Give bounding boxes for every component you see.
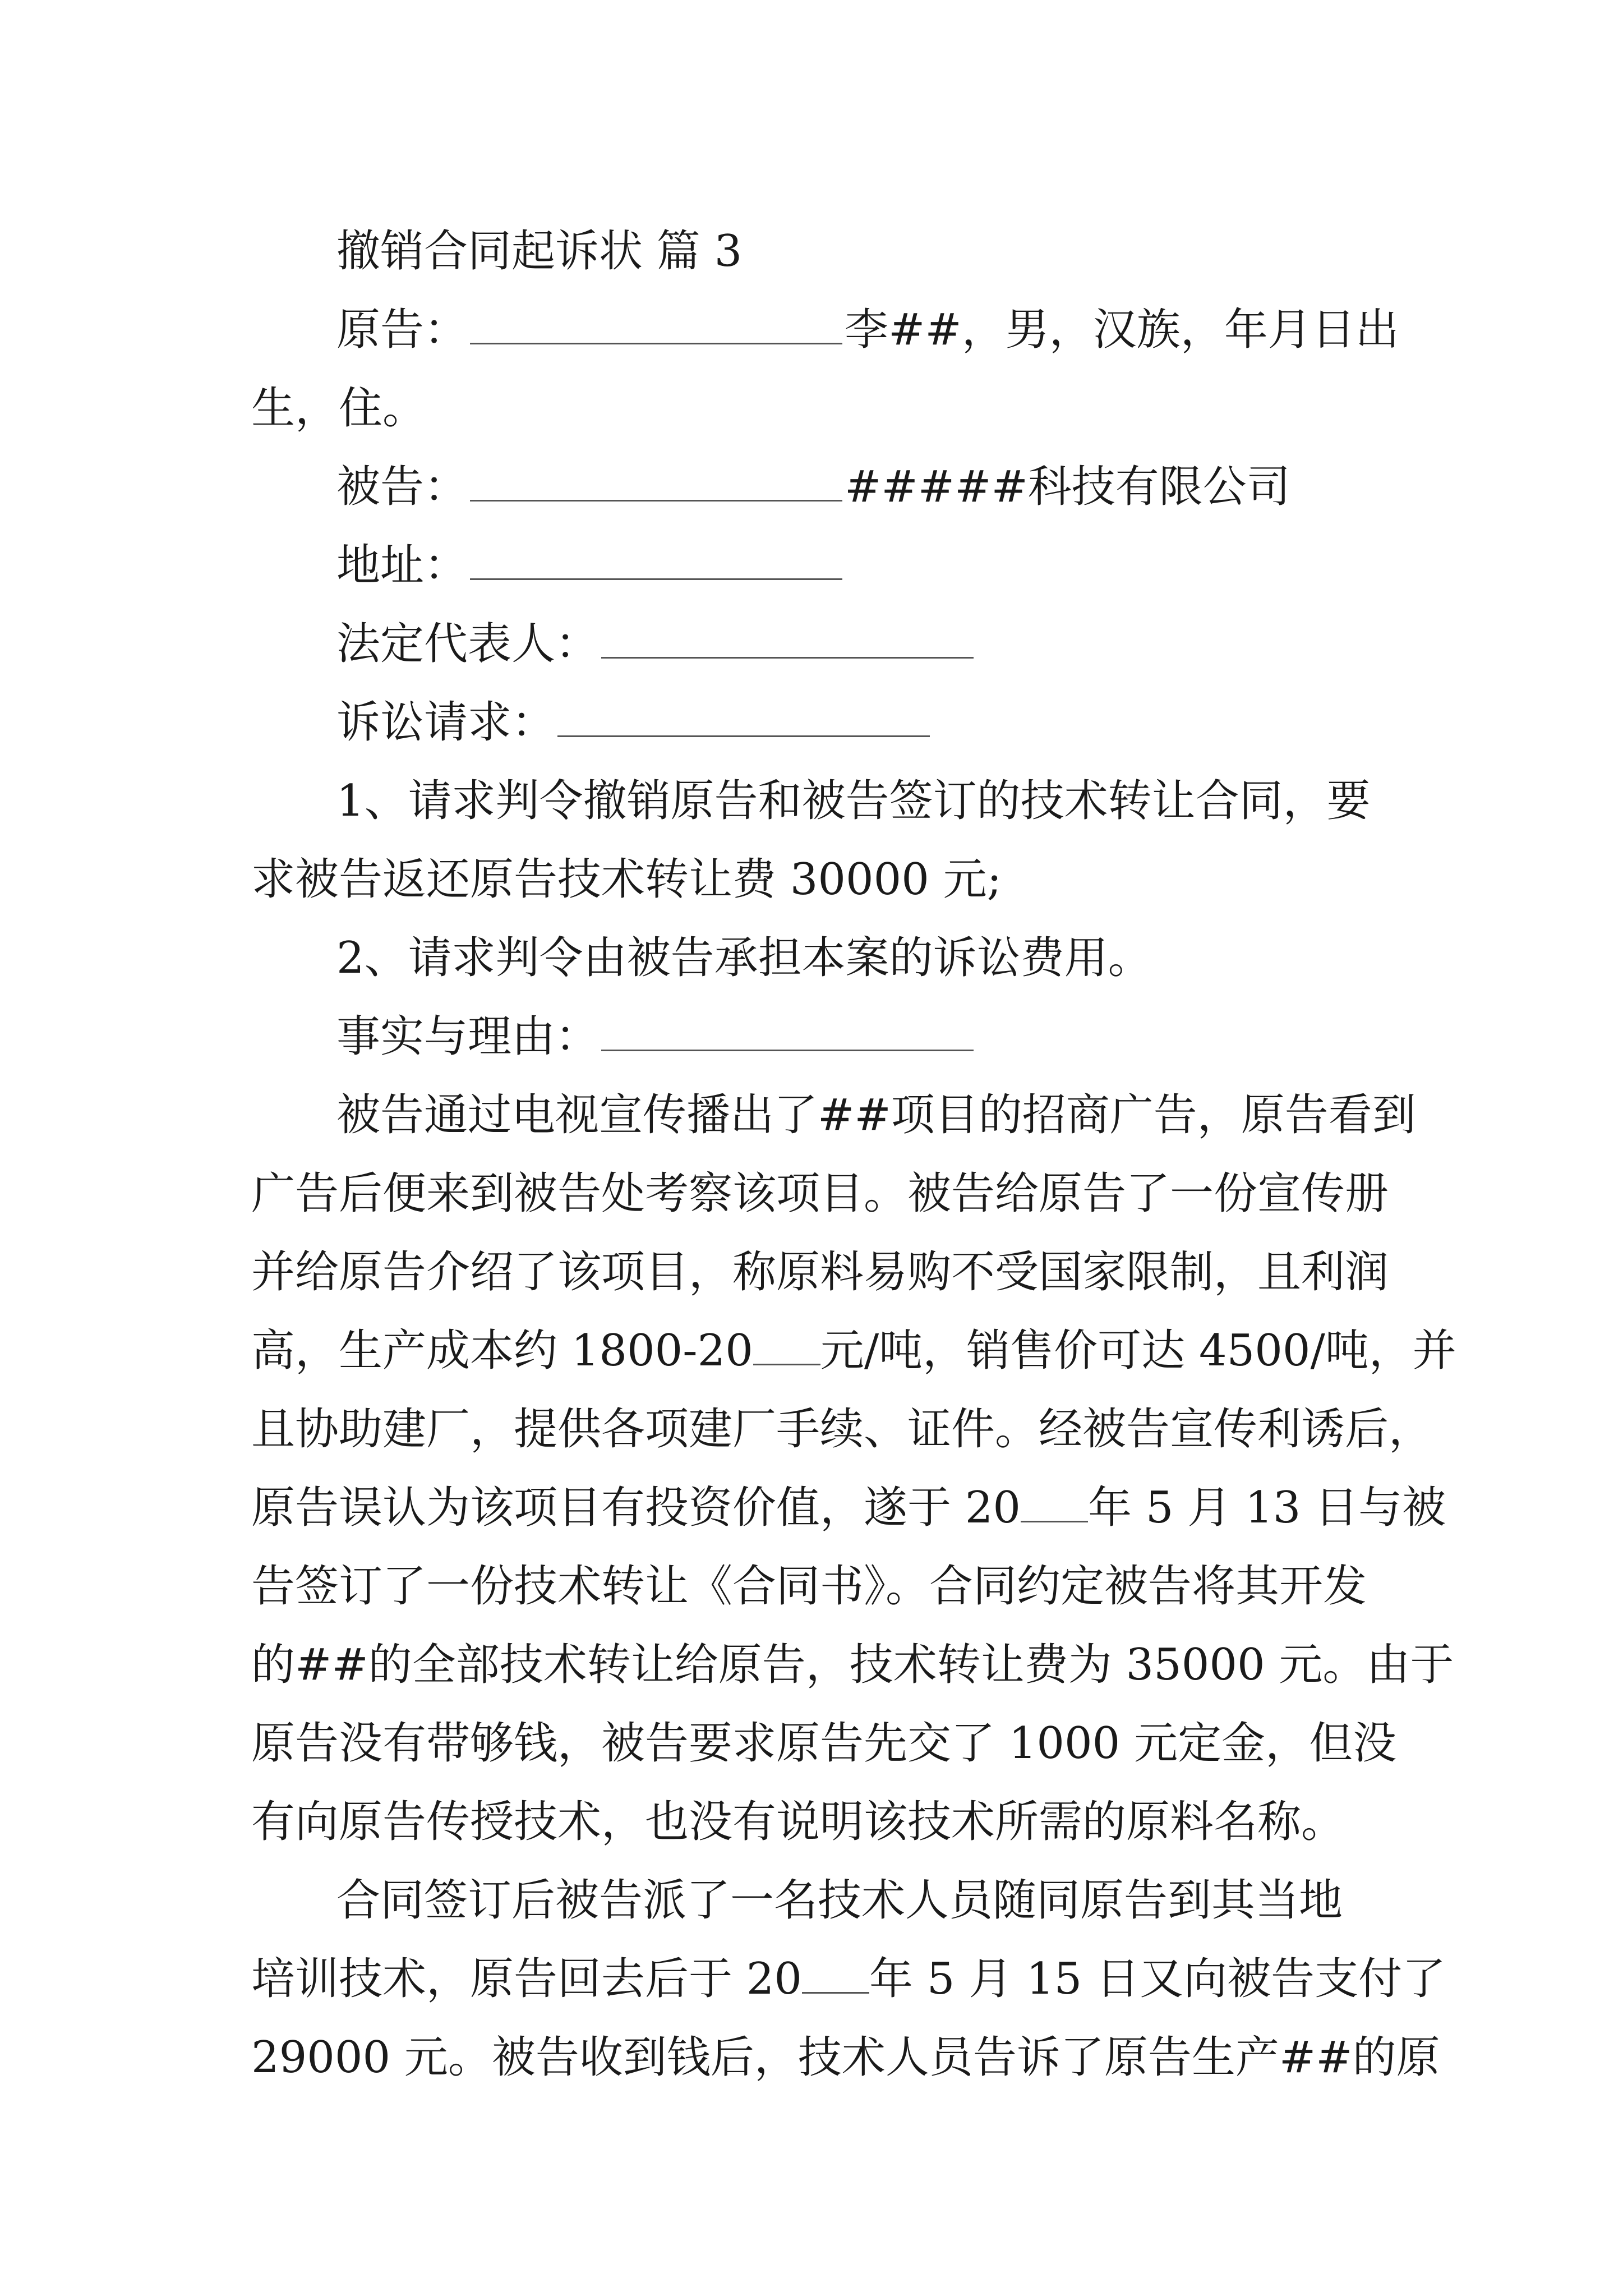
claims-heading (251, 683, 1387, 762)
address-line (251, 526, 1387, 605)
legal-rep-line (251, 605, 1387, 683)
blank-short (802, 1948, 869, 1994)
legal-rep-label: 法定代表人： (336, 619, 600, 669)
facts-p1-line-8: 的##的全部技术转让给原告，技术转让费为 35000 元。由于 (251, 1640, 1454, 1690)
text-span: 元/吨，销售价可达 4500/吨，并 (820, 1326, 1456, 1376)
defendant-label: 被告： (336, 462, 468, 512)
facts-p1-line-10: 有向原告传授技术，也没有说明该技术所需的原料名称。 (251, 1797, 1345, 1847)
address-label: 地址： (336, 540, 468, 591)
facts-p1-line-9: 原告没有带够钱，被告要求原告先交了 1000 元定金，但没 (251, 1718, 1397, 1769)
defendant-line (251, 448, 1387, 526)
facts-p1-line-5: 且协助建厂，提供各项建厂手续、证件。经被告宣传利诱后， (251, 1404, 1433, 1455)
text-span: 年 5 月 13 日与被 (1088, 1483, 1446, 1533)
claim-item-1-continued: 求被告返还原告技术转让费 30000 元; (251, 854, 1002, 905)
text-span: 年 5 月 15 日又向被告支付了 (869, 1954, 1446, 2004)
plaintiff-value: 李##，男，汉族，年月日出 (845, 305, 1399, 355)
facts-p1-line-6 (251, 1469, 1446, 1547)
address-blank (470, 535, 842, 580)
facts-blank (601, 1006, 974, 1051)
legal-rep-blank (601, 613, 974, 659)
defendant-blank (470, 456, 842, 501)
document-body (251, 212, 1456, 2097)
facts-p1-line-1: 被告通过电视宣传播出了##项目的招商广告，原告看到 (336, 1090, 1416, 1140)
blank-short (753, 1320, 820, 1365)
facts-heading (251, 997, 1387, 1076)
facts-p2-line-1: 合同签订后被告派了一名技术人员随同原告到其当地 (336, 1875, 1343, 1926)
text-span: 原告误认为该项目有投资价值，遂于 20 (251, 1483, 1021, 1533)
text-span: 高，生产成本约 1800-20 (251, 1326, 753, 1376)
facts-p1-line-2: 广告后便来到被告处考察该项目。被告给原告了一份宣传册 (251, 1168, 1389, 1219)
facts-p1-line-3: 并给原告介绍了该项目，称原料易购不受国家限制，且利润 (251, 1247, 1389, 1297)
facts-p2-line-2 (251, 1940, 1446, 2018)
facts-label: 事实与理由： (336, 1011, 600, 1062)
blank-short (1021, 1477, 1088, 1522)
facts-p1-line-7: 告签订了一份技术转让《合同书》。合同约定被告将其开发 (251, 1561, 1367, 1612)
plaintiff-continued: 生，住。 (251, 383, 427, 434)
text-span: 培训技术，原告回去后于 20 (251, 1954, 803, 2004)
claim-item-2: 2、请求判令由被告承担本案的诉讼费用。 (336, 933, 1152, 983)
claims-blank (557, 692, 930, 737)
facts-p2-line-3: 29000 元。被告收到钱后，技术人员告诉了原告生产##的原 (251, 2032, 1440, 2083)
document-title: 撤销合同起诉状 篇 3 (336, 226, 743, 277)
claims-label: 诉讼请求： (336, 697, 556, 748)
claim-item-1: 1、请求判令撤销原告和被告签订的技术转让合同，要 (336, 776, 1371, 826)
plaintiff-label: 原告： (336, 305, 468, 355)
facts-p1-line-4 (251, 1312, 1456, 1390)
plaintiff-line (251, 291, 1399, 369)
plaintiff-blank (470, 299, 842, 344)
defendant-value: #####科技有限公司 (845, 462, 1290, 512)
